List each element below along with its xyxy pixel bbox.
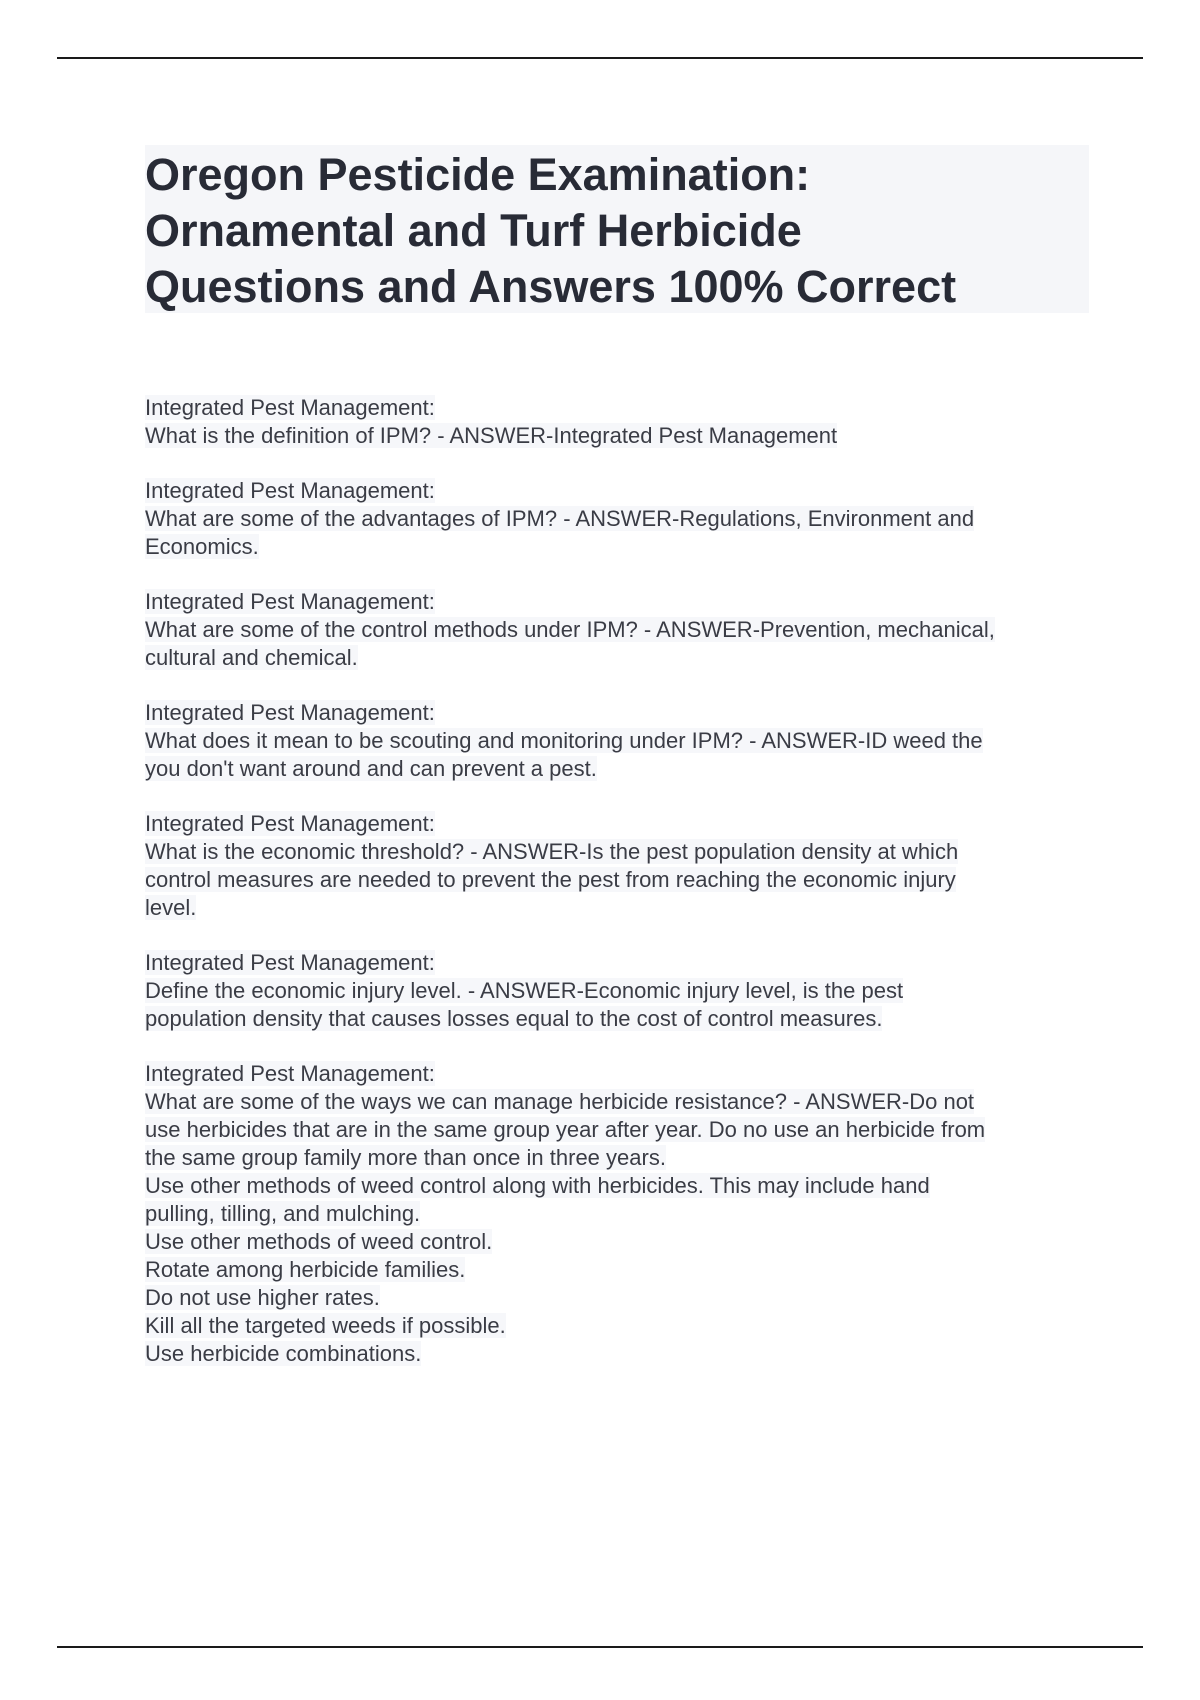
qa-text: What does it mean to be scouting and monitoring under IPM? - ANSWER-ID weed the xyxy=(145,728,983,753)
qa-text-line xyxy=(145,644,1105,672)
qa-category-text: Integrated Pest Management: xyxy=(145,589,435,614)
qa-category xyxy=(145,394,1105,422)
qa-text: Economics. xyxy=(145,534,259,559)
qa-text-line xyxy=(145,1284,1105,1312)
qa-text-line xyxy=(145,616,1105,644)
qa-text-line xyxy=(145,1088,1105,1116)
qa-entry xyxy=(145,477,1105,561)
qa-text-line xyxy=(145,1144,1105,1172)
qa-entry xyxy=(145,949,1105,1033)
qa-text-line xyxy=(145,1228,1105,1256)
qa-text-line xyxy=(145,1340,1105,1368)
qa-text: What are some of the ways we can manage herbicide resistance? - ANSWER-Do not xyxy=(145,1089,975,1114)
qa-category-text: Integrated Pest Management: xyxy=(145,1061,435,1086)
qa-text-line xyxy=(145,755,1105,783)
title-line-1: Oregon Pesticide Examination: xyxy=(145,149,811,200)
qa-text: population density that causes losses equal to the cost of control measures. xyxy=(145,1006,883,1031)
qa-text: level. xyxy=(145,895,197,920)
qa-category xyxy=(145,949,1105,977)
qa-category-text: Integrated Pest Management: xyxy=(145,395,435,420)
title-line-2: Ornamental and Turf Herbicide xyxy=(145,205,802,256)
qa-text-line xyxy=(145,1116,1105,1144)
qa-text-line xyxy=(145,866,1105,894)
qa-text-line xyxy=(145,894,1105,922)
qa-text-line xyxy=(145,1005,1105,1033)
qa-entry xyxy=(145,394,1105,450)
qa-category xyxy=(145,810,1105,838)
qa-text: Use herbicide combinations. xyxy=(145,1341,422,1366)
qa-text-line xyxy=(145,1172,1105,1200)
qa-text: Rotate among herbicide families. xyxy=(145,1257,466,1282)
qa-text: pulling, tilling, and mulching. xyxy=(145,1201,421,1226)
qa-entry xyxy=(145,699,1105,783)
qa-text: What is the economic threshold? - ANSWER-Is the pest population density at which xyxy=(145,839,959,864)
qa-text: Define the economic injury level. - ANSWER-Economic injury level, is the pest xyxy=(145,978,904,1003)
qa-entry xyxy=(145,1060,1105,1368)
qa-text-line xyxy=(145,1312,1105,1340)
qa-category-text: Integrated Pest Management: xyxy=(145,811,435,836)
qa-text-line xyxy=(145,977,1105,1005)
title-line-3: Questions and Answers 100% Correct xyxy=(145,261,957,312)
document-title xyxy=(145,145,1089,313)
qa-text: cultural and chemical. xyxy=(145,645,358,670)
qa-list xyxy=(145,394,1105,1395)
qa-entry xyxy=(145,810,1105,922)
qa-category xyxy=(145,588,1105,616)
qa-text: use herbicides that are in the same group year after year. Do no use an herbicide from xyxy=(145,1117,986,1142)
qa-text-line xyxy=(145,422,1105,450)
qa-text: What are some of the advantages of IPM? - ANSWER-Regulations, Environment and xyxy=(145,506,975,531)
qa-category-text: Integrated Pest Management: xyxy=(145,700,435,725)
qa-text: the same group family more than once in three years. xyxy=(145,1145,666,1170)
qa-text: What are some of the control methods under IPM? - ANSWER-Prevention, mechanical, xyxy=(145,617,995,642)
qa-text-line xyxy=(145,1256,1105,1284)
qa-text-line xyxy=(145,727,1105,755)
qa-text: Kill all the targeted weeds if possible. xyxy=(145,1313,506,1338)
qa-text-line xyxy=(145,533,1105,561)
qa-category-text: Integrated Pest Management: xyxy=(145,950,435,975)
qa-text: Use other methods of weed control along with herbicides. This may include hand xyxy=(145,1173,930,1198)
top-rule xyxy=(57,57,1143,59)
qa-text: Use other methods of weed control. xyxy=(145,1229,493,1254)
qa-category xyxy=(145,699,1105,727)
qa-text: you don't want around and can prevent a pest. xyxy=(145,756,597,781)
qa-text-line xyxy=(145,838,1105,866)
qa-text: What is the definition of IPM? - ANSWER-Integrated Pest Management xyxy=(145,423,838,448)
qa-category xyxy=(145,477,1105,505)
qa-entry xyxy=(145,588,1105,672)
qa-category-text: Integrated Pest Management: xyxy=(145,478,435,503)
qa-text: control measures are needed to prevent the pest from reaching the economic injury xyxy=(145,867,956,892)
qa-text-line xyxy=(145,505,1105,533)
qa-category xyxy=(145,1060,1105,1088)
qa-text: Do not use higher rates. xyxy=(145,1285,380,1310)
bottom-rule xyxy=(57,1646,1143,1648)
qa-text-line xyxy=(145,1200,1105,1228)
